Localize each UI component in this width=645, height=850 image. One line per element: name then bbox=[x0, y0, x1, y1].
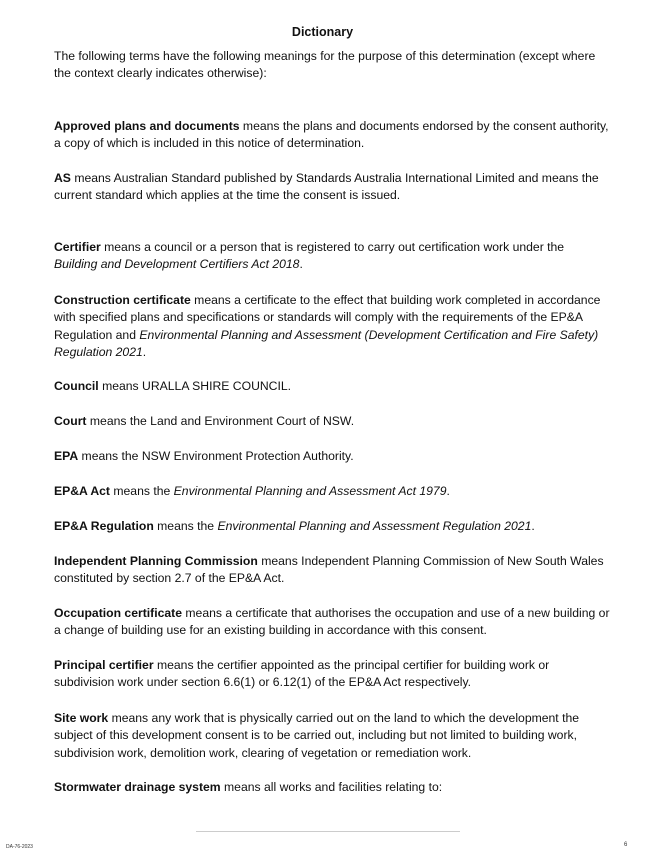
term: Court bbox=[54, 414, 87, 428]
definition-text: means the bbox=[153, 519, 218, 533]
definition-independent-planning-commission bbox=[54, 553, 610, 588]
definition-epa-act bbox=[54, 483, 610, 500]
definition-text: means the certifier appointed as the principal certifier for building work or subdivision work under section 6.6(1) or 6.12(1) of the EP&A Act respectively. bbox=[54, 658, 550, 690]
term: Stormwater drainage system bbox=[54, 780, 221, 794]
act-title: Environmental Planning and Assessment Act 1979 bbox=[173, 484, 447, 498]
definition-text: means all works and facilities relating to: bbox=[220, 780, 443, 794]
definition-text: means Australian Standard published by Standards Australia International Limited and means the current standard which applies at the time the consent is issued. bbox=[54, 171, 599, 203]
page-title: Dictionary bbox=[291, 25, 354, 39]
footer-page-number: 6 bbox=[624, 842, 628, 848]
definition-text: means the plans and documents endorsed by the consent authority, a copy of which is included in this notice of determination. bbox=[54, 119, 609, 151]
footer-divider bbox=[196, 831, 460, 832]
term: Construction certificate bbox=[54, 293, 191, 307]
term: Independent Planning Commission bbox=[54, 554, 258, 568]
footer-document-reference: DA-76-2023 bbox=[6, 844, 33, 850]
term: EP&A Act bbox=[54, 484, 110, 498]
definition-construction-certificate bbox=[54, 292, 610, 362]
term: Occupation certificate bbox=[54, 606, 183, 620]
definition-epa bbox=[54, 448, 610, 465]
definition-text: means a certificate to the effect that building work completed in accordance with specified plans and specifications or standards will comply with the requirements of the EP&A Regulation and bbox=[54, 293, 601, 342]
definition-court bbox=[54, 413, 610, 430]
definition-tail: . bbox=[142, 345, 147, 360]
term: Principal certifier bbox=[54, 658, 154, 672]
act-title: Environmental Planning and Assessment (Development Certification and Fire Safety) Regulation 2021 bbox=[54, 327, 599, 360]
act-title: Environmental Planning and Assessment Regulation 2021 bbox=[217, 519, 532, 533]
term: AS bbox=[54, 171, 71, 185]
definition-principal-certifier bbox=[54, 657, 610, 692]
definition-tail: . bbox=[531, 519, 535, 533]
definition-text: means the bbox=[109, 484, 174, 498]
definition-tail: . bbox=[446, 484, 450, 498]
act-title: Building and Development Certifiers Act 2018 bbox=[54, 257, 300, 272]
definition-text: means a certificate that authorises the occupation and use of a new building or a change of building use for an existing building in accordance with this consent. bbox=[54, 606, 610, 638]
definition-tail: . bbox=[299, 257, 303, 272]
term: Council bbox=[54, 379, 99, 393]
definition-site-work bbox=[54, 710, 610, 762]
definition-council bbox=[54, 378, 610, 395]
definition-approved-plans bbox=[54, 118, 610, 153]
definition-text: means the NSW Environment Protection Authority. bbox=[78, 449, 354, 463]
definition-text: means the Land and Environment Court of NSW. bbox=[86, 414, 355, 428]
definition-text: means a council or a person that is registered to carry out certification work under the bbox=[100, 240, 565, 254]
definition-text: means URALLA SHIRE COUNCIL. bbox=[98, 379, 292, 393]
term: Approved plans and documents bbox=[54, 119, 240, 133]
term: Site work bbox=[54, 711, 109, 725]
term: EP&A Regulation bbox=[54, 519, 154, 533]
definition-certifier bbox=[54, 239, 610, 274]
definition-as bbox=[54, 170, 610, 205]
term: Certifier bbox=[54, 240, 101, 254]
intro-paragraph: The following terms have the following meanings for the purpose of this determination (except where the context clearly indicates otherwise): bbox=[54, 49, 596, 81]
definition-occupation-certificate bbox=[54, 605, 610, 640]
term: EPA bbox=[54, 449, 79, 463]
definition-epa-regulation bbox=[54, 518, 610, 535]
definition-stormwater-drainage-system bbox=[54, 779, 610, 796]
definition-text: means Independent Planning Commission of New South Wales constituted by section 2.7 of the EP&A Act. bbox=[54, 554, 604, 586]
definition-text: means any work that is physically carried out on the land to which the development the subject of this development consent is to be carried out, including but not limited to building work, subdivision work, demolition work, clearing of vegetation or remediation work. bbox=[54, 711, 580, 760]
